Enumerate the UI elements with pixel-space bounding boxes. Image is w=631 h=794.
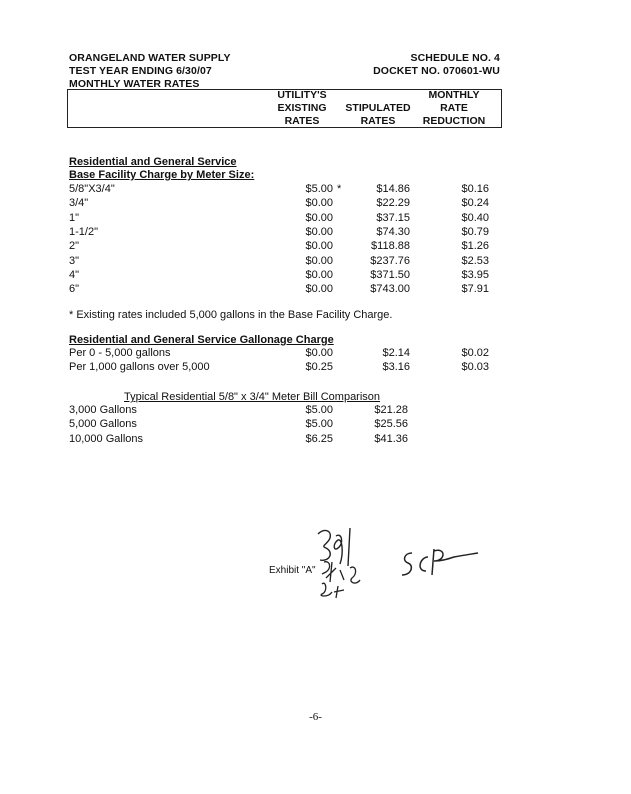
page-title: MONTHLY WATER RATES: [69, 78, 200, 90]
footnote-mark: *: [337, 183, 342, 195]
meter-size-label: 1-1/2": [69, 225, 98, 238]
col-stipulated-line1: STIPULATED: [345, 102, 411, 114]
existing-rate: $0.00: [305, 254, 333, 267]
col-stipulated-line2: RATES: [360, 115, 396, 127]
meter-size-label: 3/4": [69, 197, 89, 210]
table-row: [0, 347, 631, 361]
bfc-section-title: Residential and General Service: [69, 156, 237, 168]
bfc-footnote: * Existing rates included 5,000 gallons in the Base Facility Charge.: [69, 309, 393, 321]
existing-bill: $5.00: [305, 418, 333, 431]
existing-rate: $0.00: [305, 347, 333, 359]
existing-rate: $0.00: [305, 225, 333, 238]
table-row: [0, 283, 631, 297]
rate-reduction: $3.95: [461, 268, 489, 281]
docket-number: DOCKET NO. 070601-WU: [373, 65, 500, 77]
rate-reduction: $0.02: [461, 347, 489, 359]
stipulated-rate: $22.29: [376, 197, 410, 210]
gallonage-section-title: Residential and General Service Gallonage Charge: [69, 334, 334, 346]
col-stipulated-header: [338, 102, 418, 128]
table-row: [0, 404, 631, 418]
meter-size-label: 1": [69, 211, 80, 224]
col-existing-line2: EXISTING: [277, 102, 327, 114]
table-row: [0, 197, 631, 211]
test-year: TEST YEAR ENDING 6/30/07: [69, 65, 212, 77]
rate-reduction: $0.79: [461, 225, 489, 238]
stipulated-rate: $743.00: [370, 283, 410, 296]
comparison-section-title: Typical Residential 5/8" x 3/4" Meter Bill Comparison: [124, 391, 381, 403]
rate-reduction: $0.03: [461, 361, 489, 374]
col-reduction-header: [418, 89, 490, 128]
existing-rate: $0.00: [305, 268, 333, 281]
gallonage-label: Per 1,000 gallons over 5,000: [69, 361, 210, 374]
bfc-section-subtitle: Base Facility Charge by Meter Size:: [69, 169, 255, 181]
stipulated-rate: $14.86: [376, 183, 410, 195]
stipulated-rate: $74.30: [376, 225, 410, 238]
meter-size-label: 5/8"X3/4": [69, 183, 115, 195]
table-row: [0, 212, 631, 226]
usage-label: 10,000 Gallons: [69, 432, 143, 445]
gallonage-label: Per 0 - 5,000 gallons: [69, 347, 171, 359]
existing-rate: $0.00: [305, 240, 333, 253]
existing-rate: $5.00: [305, 183, 333, 195]
col-existing-line1: UTILITY'S: [277, 89, 327, 101]
rate-reduction: $7.91: [461, 283, 489, 296]
stipulated-rate: $371.50: [370, 268, 410, 281]
table-row: [0, 226, 631, 240]
col-existing-line3: RATES: [284, 115, 320, 127]
existing-bill: $6.25: [305, 432, 333, 445]
usage-label: 3,000 Gallons: [69, 404, 137, 416]
col-existing-header: [267, 89, 337, 128]
existing-rate: $0.00: [305, 211, 333, 224]
table-row: [0, 255, 631, 269]
rate-reduction: $2.53: [461, 254, 489, 267]
handwritten-initials-signature: [310, 522, 370, 602]
stipulated-rate: $3.16: [382, 361, 410, 374]
schedule-number: SCHEDULE NO. 4: [410, 52, 500, 64]
meter-size-label: 4": [69, 268, 80, 281]
rate-reduction: $0.16: [461, 183, 489, 195]
col-reduction-line2: RATE: [440, 102, 468, 114]
table-row: [0, 433, 631, 447]
existing-rate: $0.00: [305, 283, 333, 296]
meter-size-label: 3": [69, 254, 80, 267]
stipulated-bill: $21.28: [374, 404, 408, 416]
meter-size-label: 6": [69, 283, 80, 296]
page-number: -6-: [309, 711, 322, 723]
meter-size-label: 2": [69, 240, 80, 253]
col-reduction-line1: MONTHLY: [428, 89, 480, 101]
col-reduction-line3: REDUCTION: [422, 115, 486, 127]
exhibit-label: Exhibit "A": [269, 565, 316, 576]
company-name: ORANGELAND WATER SUPPLY: [69, 52, 231, 64]
table-row: [0, 183, 631, 197]
stipulated-rate: $118.88: [371, 240, 410, 253]
stipulated-bill: $25.56: [374, 418, 408, 431]
table-row: [0, 240, 631, 254]
usage-label: 5,000 Gallons: [69, 418, 137, 431]
table-row: [0, 418, 631, 432]
rate-reduction: $0.24: [461, 197, 489, 210]
existing-bill: $5.00: [305, 404, 333, 416]
existing-rate: $0.25: [305, 361, 333, 374]
table-row: [0, 361, 631, 375]
table-row: [0, 269, 631, 283]
stipulated-rate: $2.14: [382, 347, 410, 359]
existing-rate: $0.00: [305, 197, 333, 210]
rate-reduction: $1.26: [461, 240, 489, 253]
stipulated-rate: $37.15: [376, 211, 410, 224]
stipulated-bill: $41.36: [374, 432, 408, 445]
handwritten-signature: [398, 545, 480, 585]
stipulated-rate: $237.76: [370, 254, 410, 267]
rate-reduction: $0.40: [461, 211, 489, 224]
